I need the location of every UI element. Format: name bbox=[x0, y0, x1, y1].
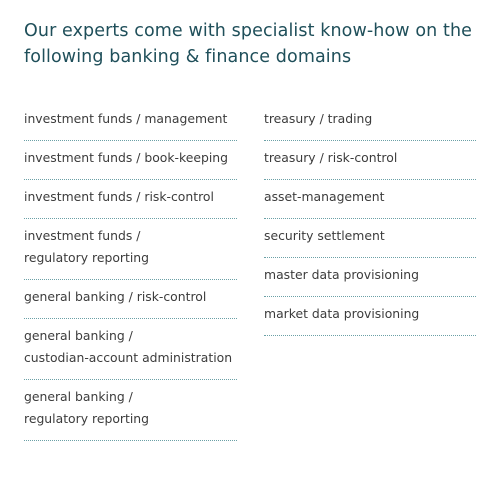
domain-item bbox=[264, 219, 476, 258]
domain-item-label-continued: regulatory reporting bbox=[24, 250, 150, 265]
domain-item bbox=[24, 319, 237, 380]
domain-item-label-continued: custodian-account administration bbox=[24, 350, 233, 365]
domain-item-label: general banking / risk-control bbox=[24, 289, 207, 304]
domain-item bbox=[264, 297, 476, 336]
domain-item-label: security settlement bbox=[264, 228, 385, 243]
domain-item-label: investment funds / management bbox=[24, 111, 228, 126]
domain-item bbox=[24, 280, 237, 319]
domain-item-label: master data provisioning bbox=[264, 267, 420, 282]
domain-item bbox=[264, 180, 476, 219]
domain-item-label: general banking / bbox=[24, 389, 133, 404]
domain-item bbox=[24, 180, 237, 219]
domain-item bbox=[264, 102, 476, 141]
domain-item-label-continued: regulatory reporting bbox=[24, 411, 150, 426]
domain-item-label: market data provisioning bbox=[264, 306, 420, 321]
headline-line-1: Our experts come with specialist know-how on the bbox=[24, 21, 473, 41]
domain-item-label: treasury / risk-control bbox=[264, 150, 398, 165]
domain-item bbox=[24, 380, 237, 441]
domain-list-left bbox=[24, 102, 237, 441]
domain-list-right bbox=[264, 102, 476, 336]
domain-item-label: general banking / bbox=[24, 328, 133, 343]
domain-item bbox=[24, 141, 237, 180]
page-headline bbox=[24, 18, 484, 70]
headline-line-2: following banking & finance domains bbox=[24, 47, 352, 67]
domain-item-label: investment funds / risk-control bbox=[24, 189, 214, 204]
domain-item-label: investment funds / bbox=[24, 228, 141, 243]
domain-item bbox=[264, 258, 476, 297]
domain-item bbox=[264, 141, 476, 180]
domain-item-label: asset-management bbox=[264, 189, 385, 204]
domain-item bbox=[24, 219, 237, 280]
domain-item-label: treasury / trading bbox=[264, 111, 373, 126]
domain-item-label: investment funds / book-keeping bbox=[24, 150, 229, 165]
domain-item bbox=[24, 102, 237, 141]
